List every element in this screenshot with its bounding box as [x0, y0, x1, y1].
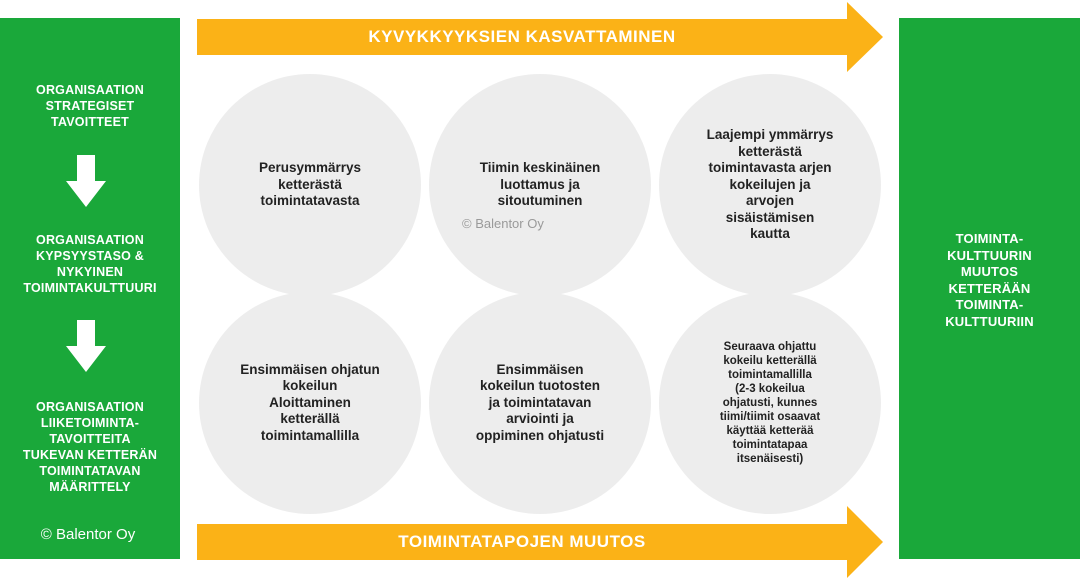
left-panel	[0, 18, 180, 559]
watermark-text: © Balentor Oy	[462, 216, 544, 231]
copyright-text: © Balentor Oy	[40, 526, 136, 543]
agile-definition-text: ORGANISAATION LIIKETOIMINTA- TAVOITTEITA TUKEVAN KETTERÄN TOIMINTATAVAN MÄÄRITTELY	[22, 400, 158, 494]
circle-evaluation	[429, 292, 651, 514]
circle-next-experiment	[659, 292, 881, 514]
right-panel	[899, 18, 1080, 559]
maturity-level-text: ORGANISAATION KYPSYYSTASO & NYKYINEN TOIMINTAKULTTUURI	[23, 233, 157, 295]
circle-text: Perusymmärrys ketterästä toimintatavasta	[258, 160, 362, 209]
down-arrow-icon	[66, 155, 106, 207]
circle-basic-understanding	[199, 74, 421, 296]
circle-broader-understanding	[659, 74, 881, 296]
circle-text: Seuraava ohjattu kokeilu ketterällä toimintamallilla (2-3 kokeilua ohjatusti, kunnes tiimi/tiimit osaavat käyttää ketterää toimintatapaa itsenäisesti)	[719, 341, 821, 465]
circle-text: Laajempi ymmärrys ketterästä toimintavasta arjen kokeilujen ja arvojen sisäistämisen kautta	[706, 127, 834, 242]
strategic-goals-text: ORGANISAATION STRATEGISET TAVOITTEET	[36, 83, 144, 129]
circle-team-trust	[429, 74, 651, 296]
bottom-arrow-label: TOIMINTATAPOJEN MUUTOS	[398, 532, 646, 551]
culture-change-text: TOIMINTA- KULTTUURIN MUUTOS KETTERÄÄN TOIMINTA- KULTTUURIIN	[945, 231, 1034, 329]
circle-first-experiment	[199, 292, 421, 514]
down-arrow-icon	[66, 320, 106, 372]
circle-text: Ensimmäisen ohjatun kokeilun Aloittaminen ketterällä toimintamallilla	[240, 361, 380, 443]
circle-text: Tiimin keskinäinen luottamus ja sitoutuminen	[479, 160, 601, 209]
circle-text: Ensimmäisen kokeilun tuotosten ja toimintatavan arviointi ja oppiminen ohjatusti	[475, 361, 605, 443]
top-arrow-label: KYVYKKYYKSIEN KASVATTAMINEN	[368, 27, 676, 46]
